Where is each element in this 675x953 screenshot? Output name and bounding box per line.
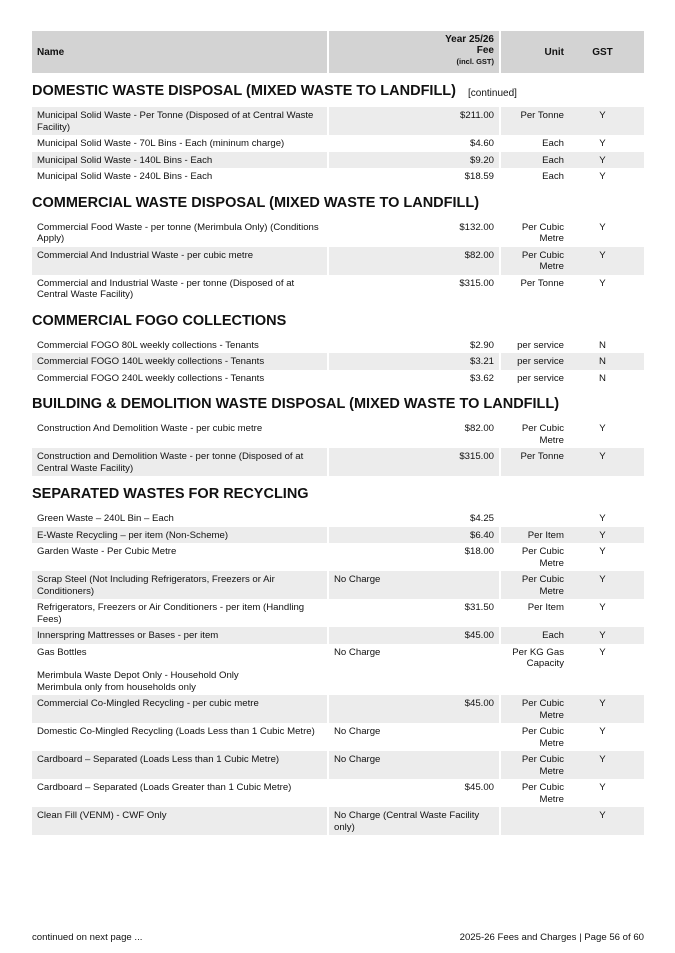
row-name [32, 644, 327, 696]
row-name [32, 599, 327, 627]
row-gst: Y [599, 546, 606, 557]
row-gst: N [569, 353, 644, 370]
row-unit: Per Cubic Metre [501, 751, 569, 779]
row-name-text: Refrigerators, Freezers or Air Conditioners - per item (Handling Fees) [37, 602, 305, 625]
row-name-text: Innerspring Mattresses or Bases - per item [37, 630, 219, 641]
table-row [32, 152, 644, 169]
row-name-text: Municipal Solid Waste - 240L Bins - Each [37, 171, 213, 182]
row-unit: Per Cubic Metre [501, 695, 569, 723]
row-name [32, 152, 327, 169]
section-title [32, 303, 644, 337]
row-gst: Y [599, 602, 606, 613]
row-name-text: Commercial FOGO 140L weekly collections - Tenants [37, 356, 265, 367]
section-title-text: COMMERCIAL FOGO COLLECTIONS [32, 312, 287, 329]
section-title [32, 185, 644, 219]
row-gst: Y [599, 423, 606, 434]
row-fee-note: No Charge [334, 574, 381, 585]
row-name [32, 135, 327, 152]
row-fee-amount: $132.00 [459, 221, 494, 233]
row-unit: Per Item [527, 602, 564, 613]
section-title-text: COMMERCIAL WASTE DISPOSAL (MIXED WASTE TO LANDFILL) [32, 194, 480, 211]
section-title-text: DOMESTIC WASTE DISPOSAL (MIXED WASTE TO LANDFILL) [32, 83, 456, 99]
row-fee-amount: $3.21 [469, 356, 494, 367]
row-fee-amount: $82.00 [464, 423, 494, 434]
row-name [32, 247, 327, 275]
row-name-text: Commercial Food Waste - per tonne (Merimbula Only) (Conditions Apply) [37, 221, 319, 244]
row-name-text: Cardboard – Separated (Loads Greater than 1 Cubic Metre) [37, 782, 292, 793]
row-unit: per service [517, 339, 564, 351]
row-name-text: Commercial FOGO 240L weekly collections - Tenants [37, 372, 265, 384]
row-unit: Per Cubic Metre [521, 726, 564, 749]
table-row [32, 107, 644, 135]
row-unit: per service [501, 353, 569, 370]
row-fee-amount: $31.50 [464, 602, 494, 613]
row-fee-amount: $9.20 [469, 154, 494, 166]
row-name-text: Construction and Demolition Waste - per tonne (Disposed of at Central Waste Facility) [37, 451, 304, 474]
row-fee-note: No Charge [334, 646, 381, 658]
table-row [32, 695, 644, 723]
row-gst: Y [569, 448, 644, 476]
table-row [32, 337, 644, 354]
header-fee-gst-note: (incl. GST) [456, 57, 494, 66]
row-fee-amount: $2.90 [469, 339, 494, 351]
row-unit: Each [501, 627, 569, 644]
row-fee-amount: $4.60 [469, 138, 494, 149]
row-fee [329, 247, 499, 275]
row-name [32, 779, 327, 807]
table-row [32, 751, 644, 779]
table-row [32, 275, 644, 303]
row-fee [329, 644, 499, 696]
table-row [32, 135, 644, 152]
row-fee [329, 627, 499, 644]
table-row [32, 543, 644, 571]
row-gst: Y [599, 277, 606, 289]
row-name-text: E-Waste Recycling – per item (Non-Scheme) [37, 529, 229, 541]
row-gst: Y [569, 807, 644, 835]
row-fee [329, 510, 499, 527]
row-name-text: Municipal Solid Waste - 70L Bins - Each (mininum charge) [37, 138, 285, 149]
row-name-text: Gas Bottles [37, 646, 87, 658]
header-fee-year: Year 25/26 [445, 34, 494, 45]
row-unit [501, 510, 569, 527]
row-gst: Y [599, 513, 606, 524]
table-row [32, 420, 644, 448]
section-continued-note: [continued] [468, 88, 517, 99]
row-unit: Each [501, 152, 569, 169]
row-unit: Per Tonne [501, 107, 569, 135]
row-name [32, 168, 327, 185]
header-fee [329, 31, 499, 73]
row-name [32, 510, 327, 527]
row-name [32, 275, 327, 303]
row-fee-amount: $45.00 [464, 782, 494, 793]
row-name [32, 219, 327, 247]
row-gst: Y [599, 646, 606, 658]
row-unit: Per Cubic Metre [521, 423, 564, 446]
row-fee-amount: $45.00 [464, 630, 494, 641]
header-fee-label: Fee [476, 45, 494, 56]
row-name [32, 337, 327, 354]
row-gst: Y [569, 247, 644, 275]
row-name [32, 353, 327, 370]
footer-page-info: 2025-26 Fees and Charges | Page 56 of 60 [459, 932, 644, 943]
row-gst: N [599, 339, 606, 351]
row-fee [329, 152, 499, 169]
row-name-text: Commercial Co-Mingled Recycling - per cubic metre [37, 698, 259, 709]
table-row [32, 571, 644, 599]
row-gst: Y [569, 527, 644, 544]
row-fee [329, 135, 499, 152]
row-fee-amount: $82.00 [464, 249, 494, 261]
row-fee-note: No Charge [334, 726, 381, 737]
row-unit: Per KG Gas Capacity [512, 646, 564, 669]
row-unit: Per Cubic Metre [501, 247, 569, 275]
row-name-text: Commercial FOGO 80L weekly collections - Tenants [37, 339, 259, 351]
header-gst: GST [569, 31, 644, 73]
row-name [32, 527, 327, 544]
table-row [32, 644, 644, 696]
header-name: Name [32, 31, 327, 73]
row-name [32, 627, 327, 644]
row-name-text: Domestic Co-Mingled Recycling (Loads Less than 1 Cubic Metre) [37, 726, 315, 737]
row-unit: Per Cubic Metre [521, 221, 564, 244]
fees-table [32, 31, 644, 835]
row-unit: Per Cubic Metre [501, 571, 569, 599]
row-name [32, 571, 327, 599]
row-name-text: Commercial And Industrial Waste - per cubic metre [37, 249, 254, 261]
table-row [32, 779, 644, 807]
row-name-text: Municipal Solid Waste - 140L Bins - Each [37, 154, 213, 166]
row-fee-amount: $45.00 [464, 698, 494, 709]
row-fee-amount: $4.25 [469, 513, 494, 524]
section-title-text: SEPARATED WASTES FOR RECYCLING [32, 486, 309, 502]
row-fee-note: No Charge [334, 754, 381, 765]
row-gst: Y [599, 171, 606, 182]
row-fee-amount: $6.40 [469, 529, 494, 541]
row-fee [329, 571, 499, 599]
row-unit: Per Cubic Metre [521, 782, 564, 805]
header-unit: Unit [501, 31, 569, 73]
row-gst: Y [569, 152, 644, 169]
row-gst: Y [599, 138, 606, 149]
row-gst: Y [569, 751, 644, 779]
section-title [32, 386, 644, 420]
row-name-text: Commercial and Industrial Waste - per tonne (Disposed of at Central Waste Facility) [37, 277, 295, 300]
row-name [32, 420, 327, 448]
section-title [32, 73, 644, 107]
row-gst: Y [599, 221, 606, 233]
table-row [32, 599, 644, 627]
row-fee-amount: $3.62 [469, 372, 494, 384]
row-name [32, 107, 327, 135]
row-unit: Per Cubic Metre [521, 546, 564, 569]
row-fee [329, 543, 499, 571]
row-unit: per service [517, 372, 564, 384]
row-fee-amount: $18.00 [464, 546, 494, 557]
table-row [32, 448, 644, 476]
row-unit: Each [542, 138, 564, 149]
sections-container [32, 73, 644, 835]
row-unit: Per Item [501, 527, 569, 544]
row-fee [329, 370, 499, 387]
row-name-text: Scrap Steel (Not Including Refrigerators, Freezers or Air Conditioners) [37, 574, 275, 597]
row-gst: Y [569, 627, 644, 644]
table-row [32, 807, 644, 835]
row-name [32, 807, 327, 835]
row-unit: Per Tonne [520, 277, 564, 289]
row-gst: Y [569, 695, 644, 723]
table-row [32, 219, 644, 247]
row-fee [329, 337, 499, 354]
row-fee [329, 695, 499, 723]
row-unit: Each [542, 171, 564, 182]
row-name [32, 448, 327, 476]
row-name-text: Construction And Demolition Waste - per cubic metre [37, 423, 263, 434]
table-row [32, 723, 644, 751]
section-title-text: BUILDING & DEMOLITION WASTE DISPOSAL (MIXED WASTE TO LANDFILL) [32, 396, 560, 412]
row-fee [329, 751, 499, 779]
row-name-text: Clean Fill (VENM) - CWF Only [37, 810, 167, 821]
row-subnote: Merimbula Waste Depot Only - Household Only Merimbula only from households only [37, 670, 239, 693]
row-fee-amount: $315.00 [459, 277, 494, 289]
row-unit [501, 807, 569, 835]
row-fee-amount: $18.59 [464, 171, 494, 182]
table-row [32, 168, 644, 185]
page-footer [32, 932, 644, 943]
row-fee [329, 527, 499, 544]
row-fee [329, 807, 499, 835]
row-gst: Y [599, 782, 606, 793]
row-name [32, 543, 327, 571]
row-fee [329, 723, 499, 751]
table-row [32, 627, 644, 644]
row-name-text: Municipal Solid Waste - Per Tonne (Disposed of at Central Waste Facility) [37, 110, 314, 133]
row-gst: Y [569, 107, 644, 135]
row-fee [329, 275, 499, 303]
section-title [32, 476, 644, 510]
row-fee [329, 448, 499, 476]
row-fee-amount: $315.00 [459, 451, 494, 462]
row-name [32, 723, 327, 751]
row-fee [329, 107, 499, 135]
row-fee-amount: $211.00 [460, 110, 494, 121]
table-row [32, 353, 644, 370]
row-unit: Per Tonne [501, 448, 569, 476]
table-row [32, 370, 644, 387]
row-fee [329, 353, 499, 370]
table-row [32, 247, 644, 275]
row-fee [329, 420, 499, 448]
row-gst: N [599, 372, 606, 384]
row-fee-note: No Charge (Central Waste Facility only) [334, 810, 480, 833]
row-gst: Y [569, 571, 644, 599]
row-name-text: Cardboard – Separated (Loads Less than 1 Cubic Metre) [37, 754, 280, 765]
row-name-text: Green Waste – 240L Bin – Each [37, 513, 174, 524]
row-fee [329, 779, 499, 807]
row-gst: Y [599, 726, 606, 737]
row-name-text: Garden Waste - Per Cubic Metre [37, 546, 177, 557]
row-name [32, 370, 327, 387]
row-fee [329, 599, 499, 627]
footer-continued: continued on next page ... [32, 932, 143, 943]
table-row [32, 510, 644, 527]
table-header [32, 31, 644, 73]
row-name [32, 751, 327, 779]
row-name [32, 695, 327, 723]
table-row [32, 527, 644, 544]
row-fee [329, 219, 499, 247]
row-fee [329, 168, 499, 185]
